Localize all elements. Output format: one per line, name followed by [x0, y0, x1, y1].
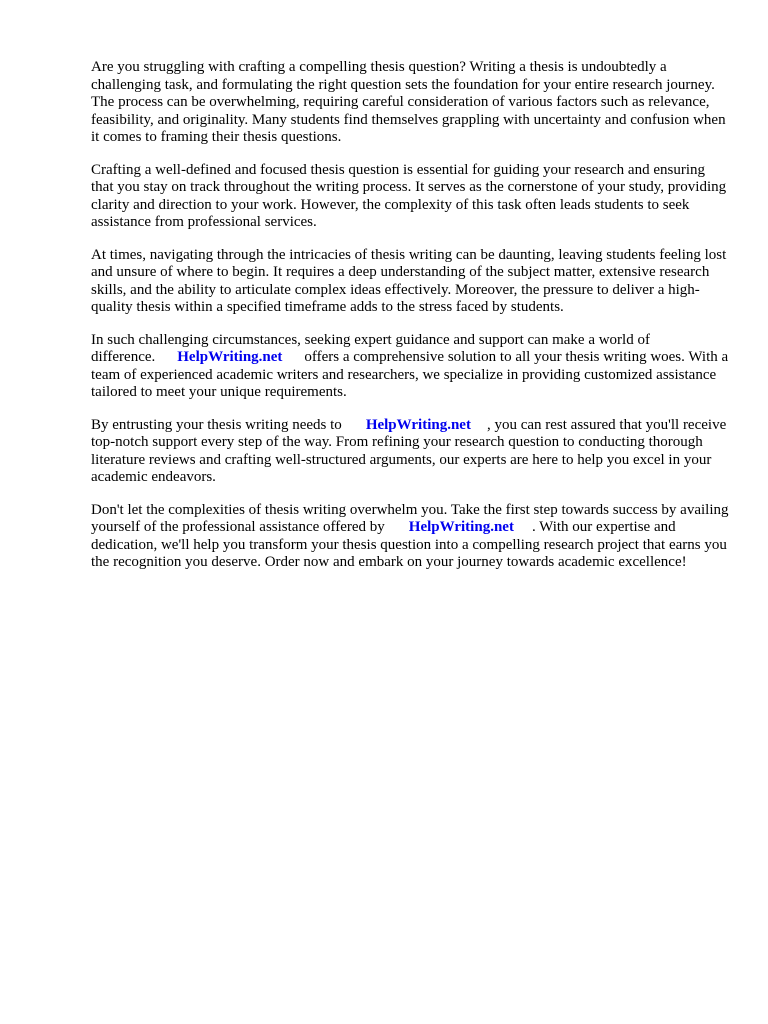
helpwriting-link[interactable]: HelpWriting.net [365, 416, 471, 433]
paragraph-call-to-action-text-before: Don't let the complexities of thesis writing overwhelm you. Take the first step towards success by availing yourself of the professional assistance offered by [91, 501, 729, 535]
paragraph-entrusting-text-before: By entrusting your thesis writing needs to [91, 416, 342, 433]
paragraph-solution-text-before: In such challenging circumstances, seeking expert guidance and support can make a world of difference. [91, 331, 650, 365]
paragraph-call-to-action [91, 502, 731, 572]
paragraph-entrusting-text-after: , you can rest assured that you'll receive top-notch support every step of the way. From refining your research question to conducting thorough literature reviews and crafting well-structured arguments, our experts are here to help you excel in your academic endeavors. [91, 416, 727, 485]
paragraph-entrusting [91, 417, 731, 487]
paragraph-solution [91, 332, 731, 402]
paragraph-intro: Are you struggling with crafting a compelling thesis question? Writing a thesis is undoubtedly a challenging task, and formulating the right question sets the foundation for your entire research journey. The process can be overwhelming, requiring careful consideration of various factors such as relevance, feasibility, and originality. Many students find themselves grappling with uncertainty and confusion when it comes to framing their thesis questions. [91, 59, 726, 145]
paragraph-challenges: At times, navigating through the intricacies of thesis writing can be daunting, leaving students feeling lost and unsure of where to begin. It requires a deep understanding of the subject matter, extensive research skills, and the ability to articulate complex ideas effectively. Moreover, the pressure to deliver a high-quality thesis within a specified timeframe adds to the stress faced by students. [91, 246, 727, 315]
helpwriting-link[interactable]: HelpWriting.net [408, 519, 514, 535]
paragraph-call-to-action-text-after: . With our expertise and dedication, we'll help you transform your thesis question into a compelling research project that earns you the recognition you deserve. Order now and embark on your journey towards academic excellence! [91, 519, 727, 570]
paragraph-solution-text-after: offers a comprehensive solution to all your thesis writing woes. With a team of experienced academic writers and researchers, we specialize in providing customized assistance tailored to meet your unique requirements. [91, 349, 729, 400]
document-page [91, 59, 731, 587]
paragraph-thesis-importance: Crafting a well-defined and focused thesis question is essential for guiding your research and ensuring that you stay on track throughout the writing process. It serves as the cornerstone of your study, providing clarity and direction to your work. However, the complexity of this task often leads students to seek assistance from professional services. [91, 161, 727, 230]
helpwriting-link[interactable]: HelpWriting.net [177, 349, 283, 365]
